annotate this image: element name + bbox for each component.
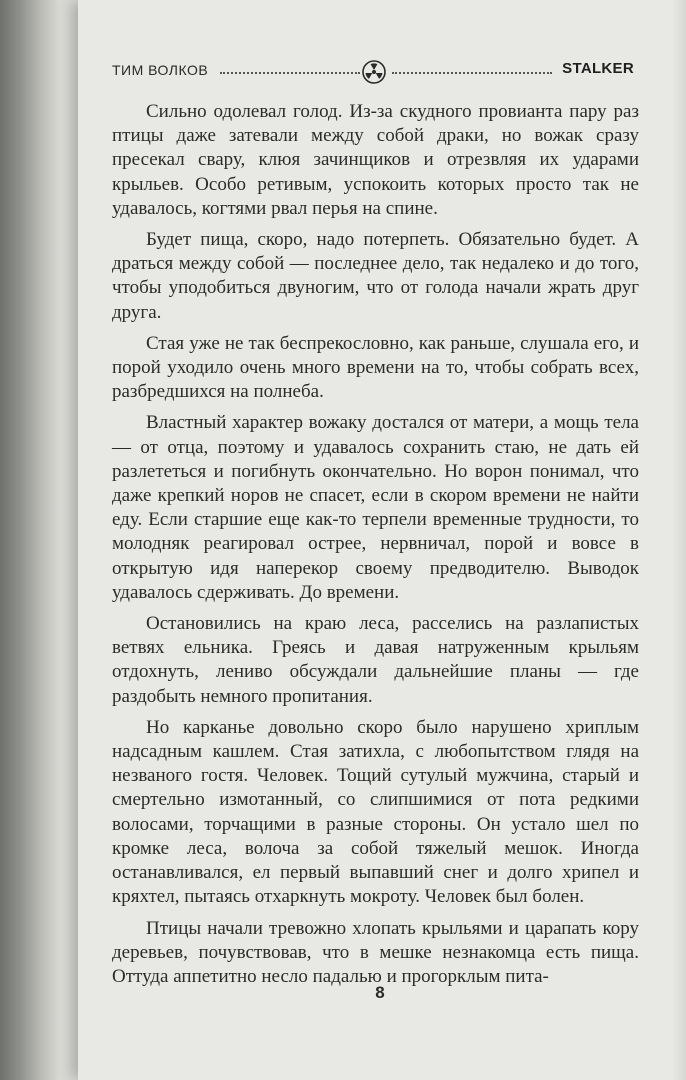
radiation-icon (362, 60, 386, 84)
paragraph: Властный характер вожаку достался от матери, а мощь тела — от отца, поэтому и удавалось сохранить стаю, не дать ей разлететься и погибнуть окончательно. Но ворон понимал, что даже крепкий норов не спасет, если в скором времени не найти еду. Если старшие еще как-то терпели временные трудности, то молодняк реагировал острее, нервничал, порой и вовсе в открытую идя наперекор своему предводителю. Выводок удавалось сдерживать. До времени. (112, 412, 639, 603)
paragraph: Будет пища, скоро, надо потерпеть. Обязательно будет. А драться между собой — последнее дело, так недалеко и до того, чтобы уподобиться двуногим, что от голода начали жрать друг друга. (112, 229, 639, 323)
running-header (100, 52, 638, 86)
main-text (112, 100, 639, 996)
page-number: 8 (375, 983, 385, 1002)
paragraph: Стая уже не так беспрекословно, как раньше, слушала его, и порой уходило очень много времени на то, чтобы собрать всех, разбредшихся на полнеба. (112, 332, 639, 403)
paragraph: Птицы начали тревожно хлопать крыльями и царапать кору деревьев, почувствовав, что в мешке незнакомца есть пища. Оттуда аппетитно несло падалью и прогорклым пита- (112, 917, 639, 987)
paragraph: Сильно одолевал голод. Из-за скудного провианта пару раз птицы даже затевали между собой драки, но вожак сразу пресекал свару, клюя зачинщиков и отрезвляя их ударами крыльев. Особо ретивым, успокоить которых просто так не удавалось, когтями рвал перья на спине. (112, 101, 639, 219)
header-dotted-rule-right (392, 72, 552, 74)
header-series: STALKER (562, 60, 634, 77)
header-author: ТИМ ВОЛКОВ (112, 62, 209, 78)
paragraph: Остановились на краю леса, расселись на разлапистых ветвях ельника. Греясь и давая натруженным крыльям отдохнуть, лениво обсуждали дальнейшие планы — где раздобыть немного пропитания. (112, 613, 639, 707)
paragraph: Но карканье довольно скоро было нарушено хриплым надсадным кашлем. Стая затихла, с любопытством глядя на незваного гостя. Человек. Тощий сутулый мужчина, старый и смертельно измотанный, со слипшимися от пота редкими волосами, торчащими в разные стороны. Он устало шел по кромке леса, волоча за собой тяжелый мешок. Иногда останавливался, ел первый выпавший снег и долго хрипел и кряхтел, пытаясь отхаркнуть мокроту. Человек был болен. (112, 716, 639, 908)
header-dotted-rule-left (220, 72, 360, 74)
page-edge-shadow (672, 0, 686, 1080)
